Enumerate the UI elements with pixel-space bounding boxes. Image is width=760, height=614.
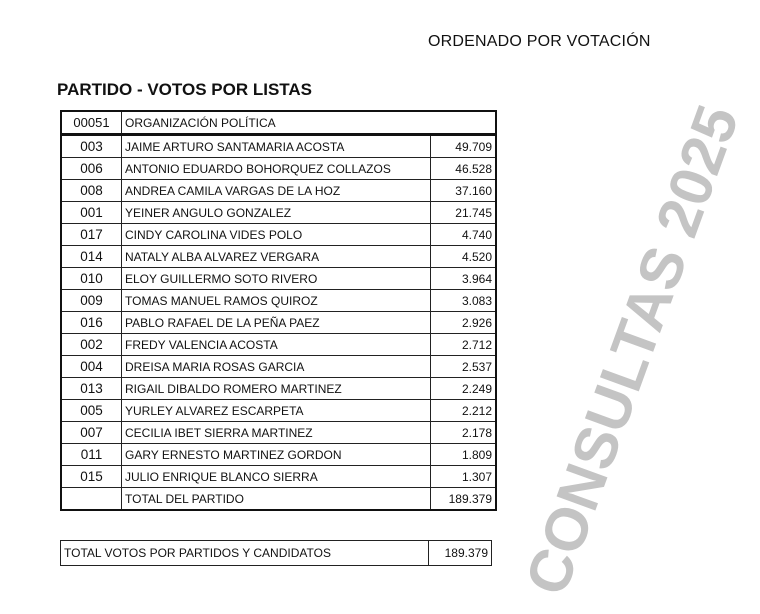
candidate-row [61, 312, 496, 334]
party-total-row [61, 488, 496, 511]
candidate-votes: 2.712 [431, 334, 497, 356]
candidate-row [61, 224, 496, 246]
candidate-row [61, 180, 496, 202]
candidate-row [61, 202, 496, 224]
grand-total-label: TOTAL VOTOS POR PARTIDOS Y CANDIDATOS [61, 541, 429, 566]
candidate-code: 010 [61, 268, 122, 290]
candidate-row [61, 290, 496, 312]
candidate-code: 009 [61, 290, 122, 312]
candidate-votes: 46.528 [431, 158, 497, 180]
candidate-code: 014 [61, 246, 122, 268]
candidate-name: CINDY CAROLINA VIDES POLO [122, 224, 431, 246]
candidate-votes: 2.537 [431, 356, 497, 378]
candidate-votes: 2.178 [431, 422, 497, 444]
candidate-code: 003 [61, 135, 122, 158]
candidate-row [61, 356, 496, 378]
candidate-name: FREDY VALENCIA ACOSTA [122, 334, 431, 356]
party-total-label: TOTAL DEL PARTIDO [122, 488, 431, 511]
candidate-code: 007 [61, 422, 122, 444]
candidate-votes: 4.520 [431, 246, 497, 268]
candidate-row [61, 268, 496, 290]
candidate-row [61, 400, 496, 422]
candidate-votes: 49.709 [431, 135, 497, 158]
candidate-votes: 37.160 [431, 180, 497, 202]
candidate-name: DREISA MARIA ROSAS GARCIA [122, 356, 431, 378]
candidate-row [61, 135, 496, 158]
candidate-name: PABLO RAFAEL DE LA PEÑA PAEZ [122, 312, 431, 334]
candidate-code: 004 [61, 356, 122, 378]
party-header-row [61, 111, 496, 135]
candidate-name: CECILIA IBET SIERRA MARTINEZ [122, 422, 431, 444]
candidate-name: ANTONIO EDUARDO BOHORQUEZ COLLAZOS [122, 158, 431, 180]
candidate-code: 015 [61, 466, 122, 488]
candidate-code: 001 [61, 202, 122, 224]
candidate-name: YEINER ANGULO GONZALEZ [122, 202, 431, 224]
candidate-name: TOMAS MANUEL RAMOS QUIROZ [122, 290, 431, 312]
candidate-row [61, 444, 496, 466]
watermark: CONSULTAS 2025 [512, 96, 752, 604]
candidate-votes: 3.083 [431, 290, 497, 312]
candidate-votes: 3.964 [431, 268, 497, 290]
candidate-row [61, 422, 496, 444]
candidate-votes: 4.740 [431, 224, 497, 246]
candidate-name: GARY ERNESTO MARTINEZ GORDON [122, 444, 431, 466]
candidate-votes: 2.249 [431, 378, 497, 400]
candidate-row [61, 334, 496, 356]
candidate-row [61, 158, 496, 180]
candidate-votes: 1.809 [431, 444, 497, 466]
candidate-name: ANDREA CAMILA VARGAS DE LA HOZ [122, 180, 431, 202]
candidate-name: RIGAIL DIBALDO ROMERO MARTINEZ [122, 378, 431, 400]
section-title: PARTIDO - VOTOS POR LISTAS [57, 80, 313, 99]
candidate-row [61, 466, 496, 488]
sort-order-label: ORDENADO POR VOTACIÓN [428, 33, 651, 50]
votes-table [60, 110, 497, 511]
candidate-votes: 2.212 [431, 400, 497, 422]
grand-total-table [60, 540, 492, 566]
candidate-code: 008 [61, 180, 122, 202]
party-total-votes: 189.379 [431, 488, 497, 511]
candidate-code: 005 [61, 400, 122, 422]
candidate-name: NATALY ALBA ALVAREZ VERGARA [122, 246, 431, 268]
candidate-row [61, 246, 496, 268]
candidate-votes: 1.307 [431, 466, 497, 488]
candidate-code: 017 [61, 224, 122, 246]
candidate-code: 011 [61, 444, 122, 466]
grand-total-votes: 189.379 [429, 541, 492, 566]
candidate-votes: 21.745 [431, 202, 497, 224]
candidate-code: 006 [61, 158, 122, 180]
candidate-name: ELOY GUILLERMO SOTO RIVERO [122, 268, 431, 290]
candidate-name: JAIME ARTURO SANTAMARIA ACOSTA [122, 135, 431, 158]
candidate-code: 002 [61, 334, 122, 356]
candidate-row [61, 378, 496, 400]
empty-cell [61, 488, 122, 511]
grand-total-row [61, 541, 492, 566]
candidate-code: 013 [61, 378, 122, 400]
party-name: ORGANIZACIÓN POLÍTICA [122, 111, 497, 135]
candidate-name: YURLEY ALVAREZ ESCARPETA [122, 400, 431, 422]
party-code: 00051 [61, 111, 122, 135]
candidate-votes: 2.926 [431, 312, 497, 334]
candidate-name: JULIO ENRIQUE BLANCO SIERRA [122, 466, 431, 488]
candidate-code: 016 [61, 312, 122, 334]
